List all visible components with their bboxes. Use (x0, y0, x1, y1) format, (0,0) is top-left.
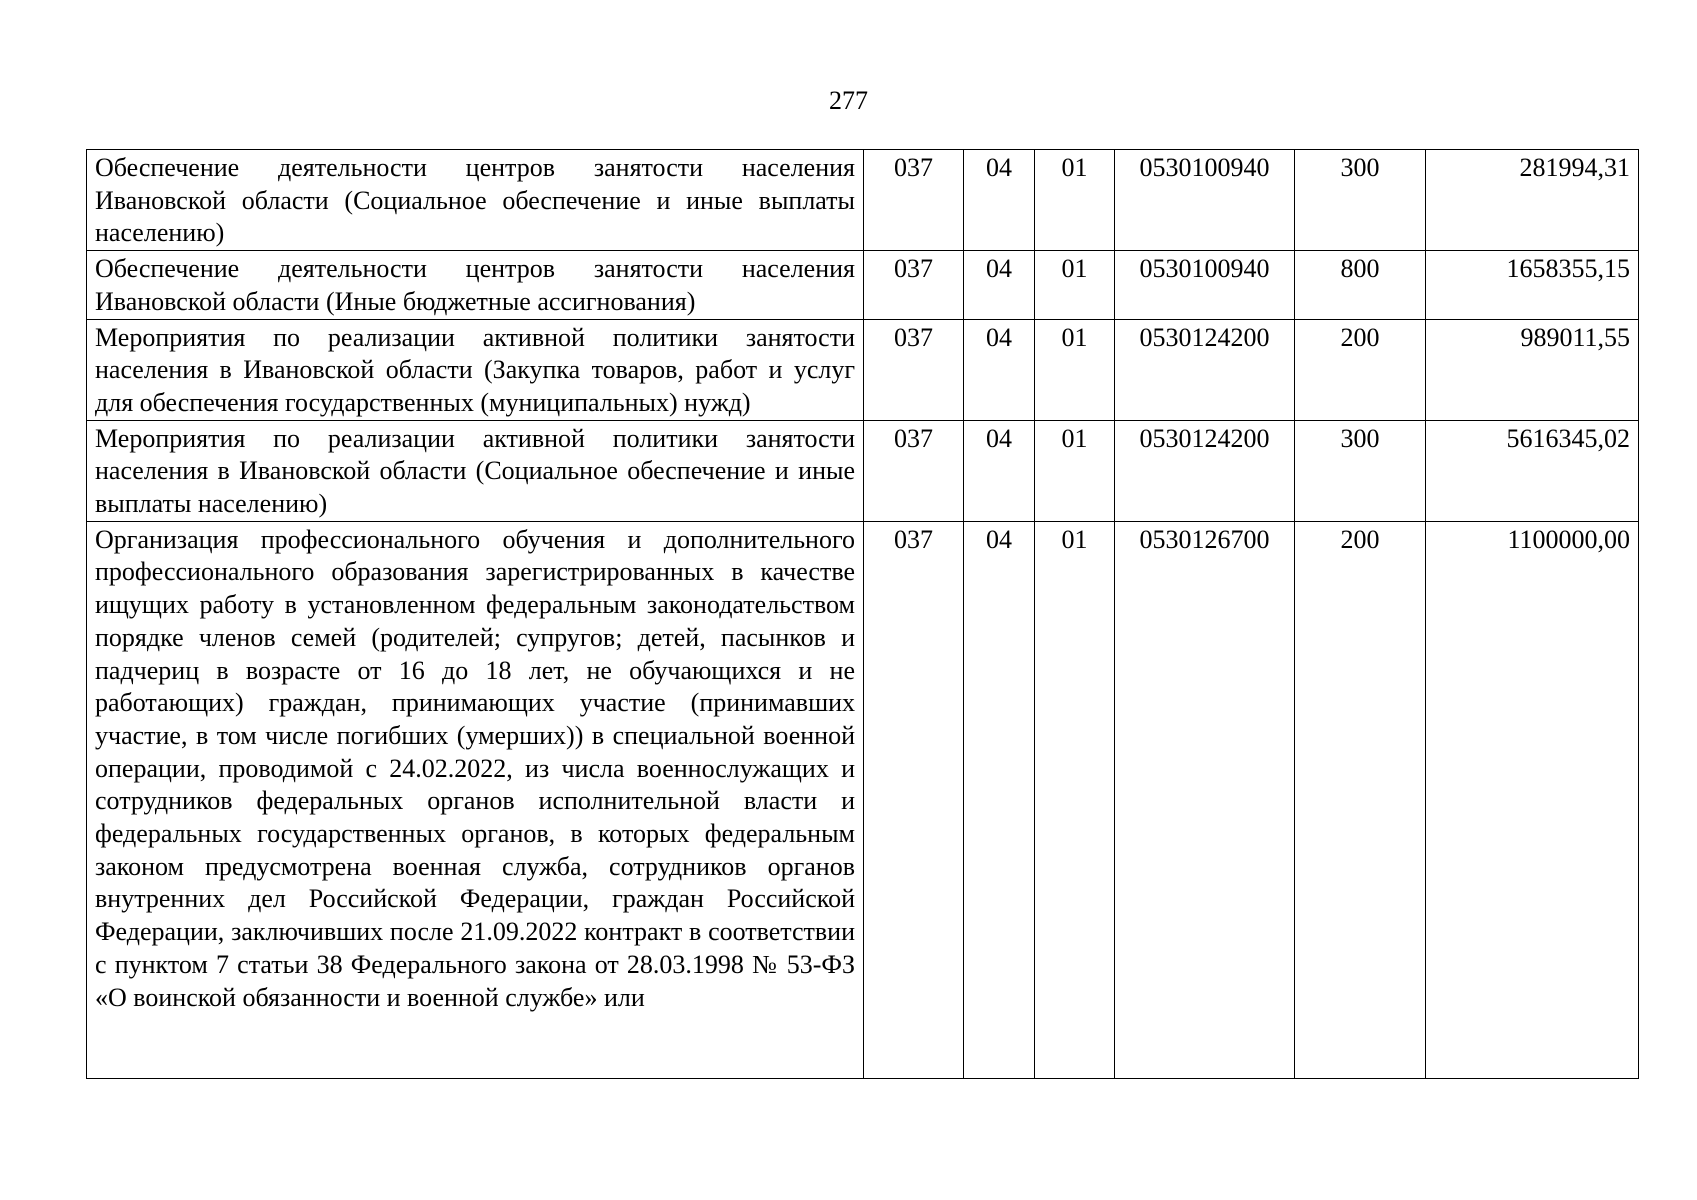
subsection-code-cell: 01 (1035, 420, 1115, 521)
description-cell: Обеспечение деятельности центров занятости населения Ивановской области (Социальное обеспечение и иные выплаты населению) (87, 150, 864, 251)
section-code-cell: 04 (964, 420, 1035, 521)
ministry-code-cell: 037 (864, 150, 964, 251)
description-cell: Мероприятия по реализации активной политики занятости населения в Ивановской области (Социальное обеспечение и иные выплаты населению) (87, 420, 864, 521)
section-code-cell: 04 (964, 521, 1035, 1078)
ministry-code-cell: 037 (864, 251, 964, 319)
table-row (87, 319, 1639, 420)
table-row (87, 521, 1639, 1078)
section-code-cell: 04 (964, 319, 1035, 420)
table-row (87, 420, 1639, 521)
ministry-code-cell: 037 (864, 521, 964, 1078)
target-article-cell: 0530100940 (1115, 150, 1295, 251)
target-article-cell: 0530124200 (1115, 319, 1295, 420)
amount-cell: 989011,55 (1426, 319, 1639, 420)
budget-table (86, 149, 1639, 1079)
description-cell: Организация профессионального обучения и дополнительного профессионального образования зарегистрированных в качестве ищущих работу в установленном федеральным законодательством порядке членов семей (родителей; супругов; детей, пасынков и падчериц в возрасте от 16 до 18 лет, не обучающихся и не работающих) граждан, принимающих участие (принимавших участие, в том числе погибших (умерших)) в специальной военной операции, проводимой с 24.02.2022, из числа военнослужащих и сотрудников федеральных органов исполнительной власти и федеральных государственных органов, в которых федеральным законом предусмотрена военная служба, сотрудников органов внутренних дел Российской Федерации, граждан Российской Федерации, заключивших после 21.09.2022 контракт в соответствии с пунктом 7 статьи 38 Федерального закона от 28.03.1998 № 53-ФЗ «О воинской обязанности и военной службе» или (87, 521, 864, 1078)
table-row (87, 150, 1639, 251)
amount-cell: 281994,31 (1426, 150, 1639, 251)
ministry-code-cell: 037 (864, 420, 964, 521)
subsection-code-cell: 01 (1035, 251, 1115, 319)
target-article-cell: 0530124200 (1115, 420, 1295, 521)
amount-cell: 1658355,15 (1426, 251, 1639, 319)
expense-type-cell: 200 (1295, 521, 1426, 1078)
description-cell: Мероприятия по реализации активной политики занятости населения в Ивановской области (Закупка товаров, работ и услуг для обеспечения государственных (муниципальных) нужд) (87, 319, 864, 420)
expense-type-cell: 200 (1295, 319, 1426, 420)
target-article-cell: 0530126700 (1115, 521, 1295, 1078)
ministry-code-cell: 037 (864, 319, 964, 420)
expense-type-cell: 800 (1295, 251, 1426, 319)
expense-type-cell: 300 (1295, 150, 1426, 251)
amount-cell: 5616345,02 (1426, 420, 1639, 521)
subsection-code-cell: 01 (1035, 319, 1115, 420)
subsection-code-cell: 01 (1035, 150, 1115, 251)
amount-cell: 1100000,00 (1426, 521, 1639, 1078)
table-row (87, 251, 1639, 319)
section-code-cell: 04 (964, 251, 1035, 319)
description-cell: Обеспечение деятельности центров занятости населения Ивановской области (Иные бюджетные ассигнования) (87, 251, 864, 319)
section-code-cell: 04 (964, 150, 1035, 251)
subsection-code-cell: 01 (1035, 521, 1115, 1078)
target-article-cell: 0530100940 (1115, 251, 1295, 319)
page-number: 277 (829, 86, 868, 115)
expense-type-cell: 300 (1295, 420, 1426, 521)
